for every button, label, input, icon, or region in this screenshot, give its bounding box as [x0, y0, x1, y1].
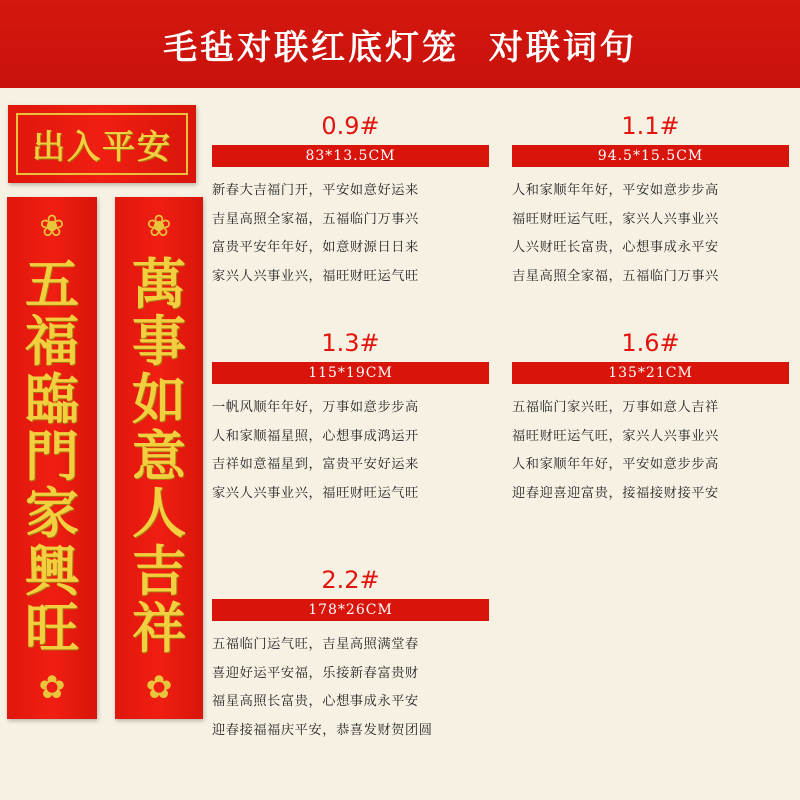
verse-line: 福星高照长富贵，心想事成永平安	[212, 694, 419, 709]
couplet-char: 旺	[25, 596, 79, 661]
couplet-char: 門	[25, 423, 79, 488]
size-label: 0.9#	[321, 112, 380, 140]
hengpi-frame	[16, 113, 188, 175]
verse-line: 五福临门运气旺，吉星高照满堂春	[212, 637, 419, 652]
verse-line: 吉星高照全家福，五福临门万事兴	[512, 268, 719, 284]
verse-line: 人和家顺福星照，心想事成鸿运开	[212, 428, 419, 444]
verse-list	[512, 394, 789, 508]
verse-line: 家兴人兴事业兴，福旺财旺运气旺	[212, 268, 419, 284]
verse-list	[212, 394, 489, 508]
verse-line: 新春大吉福门开，平安如意好运来	[212, 183, 419, 198]
couplet-char: 意	[132, 423, 186, 488]
verse-list	[212, 631, 489, 745]
verse-line: 人和家顺年年好，平安如意步步高	[512, 457, 719, 472]
couplet-char: 五	[25, 251, 79, 316]
cloud-ornament-icon: ❀	[146, 208, 172, 244]
couplet-char: 興	[25, 538, 79, 603]
couplet-char: 萬	[132, 251, 186, 316]
verse-line: 五福临门家兴旺，万事如意人吉祥	[512, 400, 719, 415]
couplet-char: 人	[132, 481, 186, 546]
size-section	[512, 330, 789, 508]
flower-ornament-icon: ✿	[145, 668, 173, 706]
size-section	[212, 330, 489, 508]
couplet-char: 福	[25, 309, 79, 374]
corner-ornament-icon	[16, 113, 32, 129]
verse-line: 福旺财旺运气旺，家兴人兴事业兴	[512, 211, 719, 227]
dimensions-bar: 135*21CM	[512, 362, 789, 384]
verse-line: 人和家顺年年好，平安如意步步高	[512, 183, 719, 198]
flower-ornament-icon: ✿	[38, 668, 66, 706]
right-couplet-scroll	[115, 197, 203, 719]
verse-line: 迎春迎喜迎富贵，接福接财接平安	[512, 485, 719, 501]
verse-list	[212, 177, 489, 291]
left-couplet-text	[7, 251, 97, 661]
hengpi-scroll	[8, 105, 196, 183]
size-label: 2.2#	[321, 566, 380, 594]
dimensions-bar: 94.5*15.5CM	[512, 145, 789, 167]
verse-line: 家兴人兴事业兴，福旺财旺运气旺	[212, 485, 419, 501]
size-section	[212, 113, 489, 291]
cloud-ornament-icon: ❀	[39, 208, 65, 244]
couplet-char: 祥	[132, 596, 186, 661]
verse-line: 人兴财旺长富贵，心想事成永平安	[512, 240, 719, 255]
left-couplet-scroll	[7, 197, 97, 719]
verse-line: 迎春接福福庆平安，恭喜发财贺团圆	[212, 722, 433, 738]
size-label: 1.3#	[321, 329, 380, 357]
couplet-char: 家	[25, 481, 79, 546]
dimensions-bar: 83*13.5CM	[212, 145, 489, 167]
dimensions-bar: 178*26CM	[212, 599, 489, 621]
corner-ornament-icon	[172, 159, 188, 175]
hengpi-text: 出入平安	[32, 126, 172, 166]
verse-line: 喜迎好运平安福，乐接新春富贵财	[212, 665, 419, 681]
couplet-char: 事	[132, 309, 186, 374]
verse-line: 一帆风顺年年好，万事如意步步高	[212, 400, 419, 415]
couplet-char: 吉	[132, 538, 186, 603]
dimensions-bar: 115*19CM	[212, 362, 489, 384]
size-section	[212, 567, 489, 745]
verse-line: 吉星高照全家福，五福临门万事兴	[212, 211, 419, 227]
corner-ornament-icon	[172, 113, 188, 129]
size-section	[512, 113, 789, 291]
verse-line: 福旺财旺运气旺，家兴人兴事业兴	[512, 428, 719, 444]
corner-ornament-icon	[16, 159, 32, 175]
verse-line: 富贵平安年年好，如意财源日日来	[212, 240, 419, 255]
page-title: 毛毡对联红底灯笼 对联词句	[163, 27, 637, 68]
verse-list	[512, 177, 789, 291]
header-banner	[0, 0, 800, 88]
size-label: 1.6#	[621, 329, 680, 357]
size-label: 1.1#	[621, 112, 680, 140]
right-couplet-text	[115, 251, 203, 661]
couplet-char: 如	[132, 366, 186, 431]
verse-line: 吉祥如意福星到，富贵平安好运来	[212, 457, 419, 472]
couplet-char: 臨	[25, 366, 79, 431]
